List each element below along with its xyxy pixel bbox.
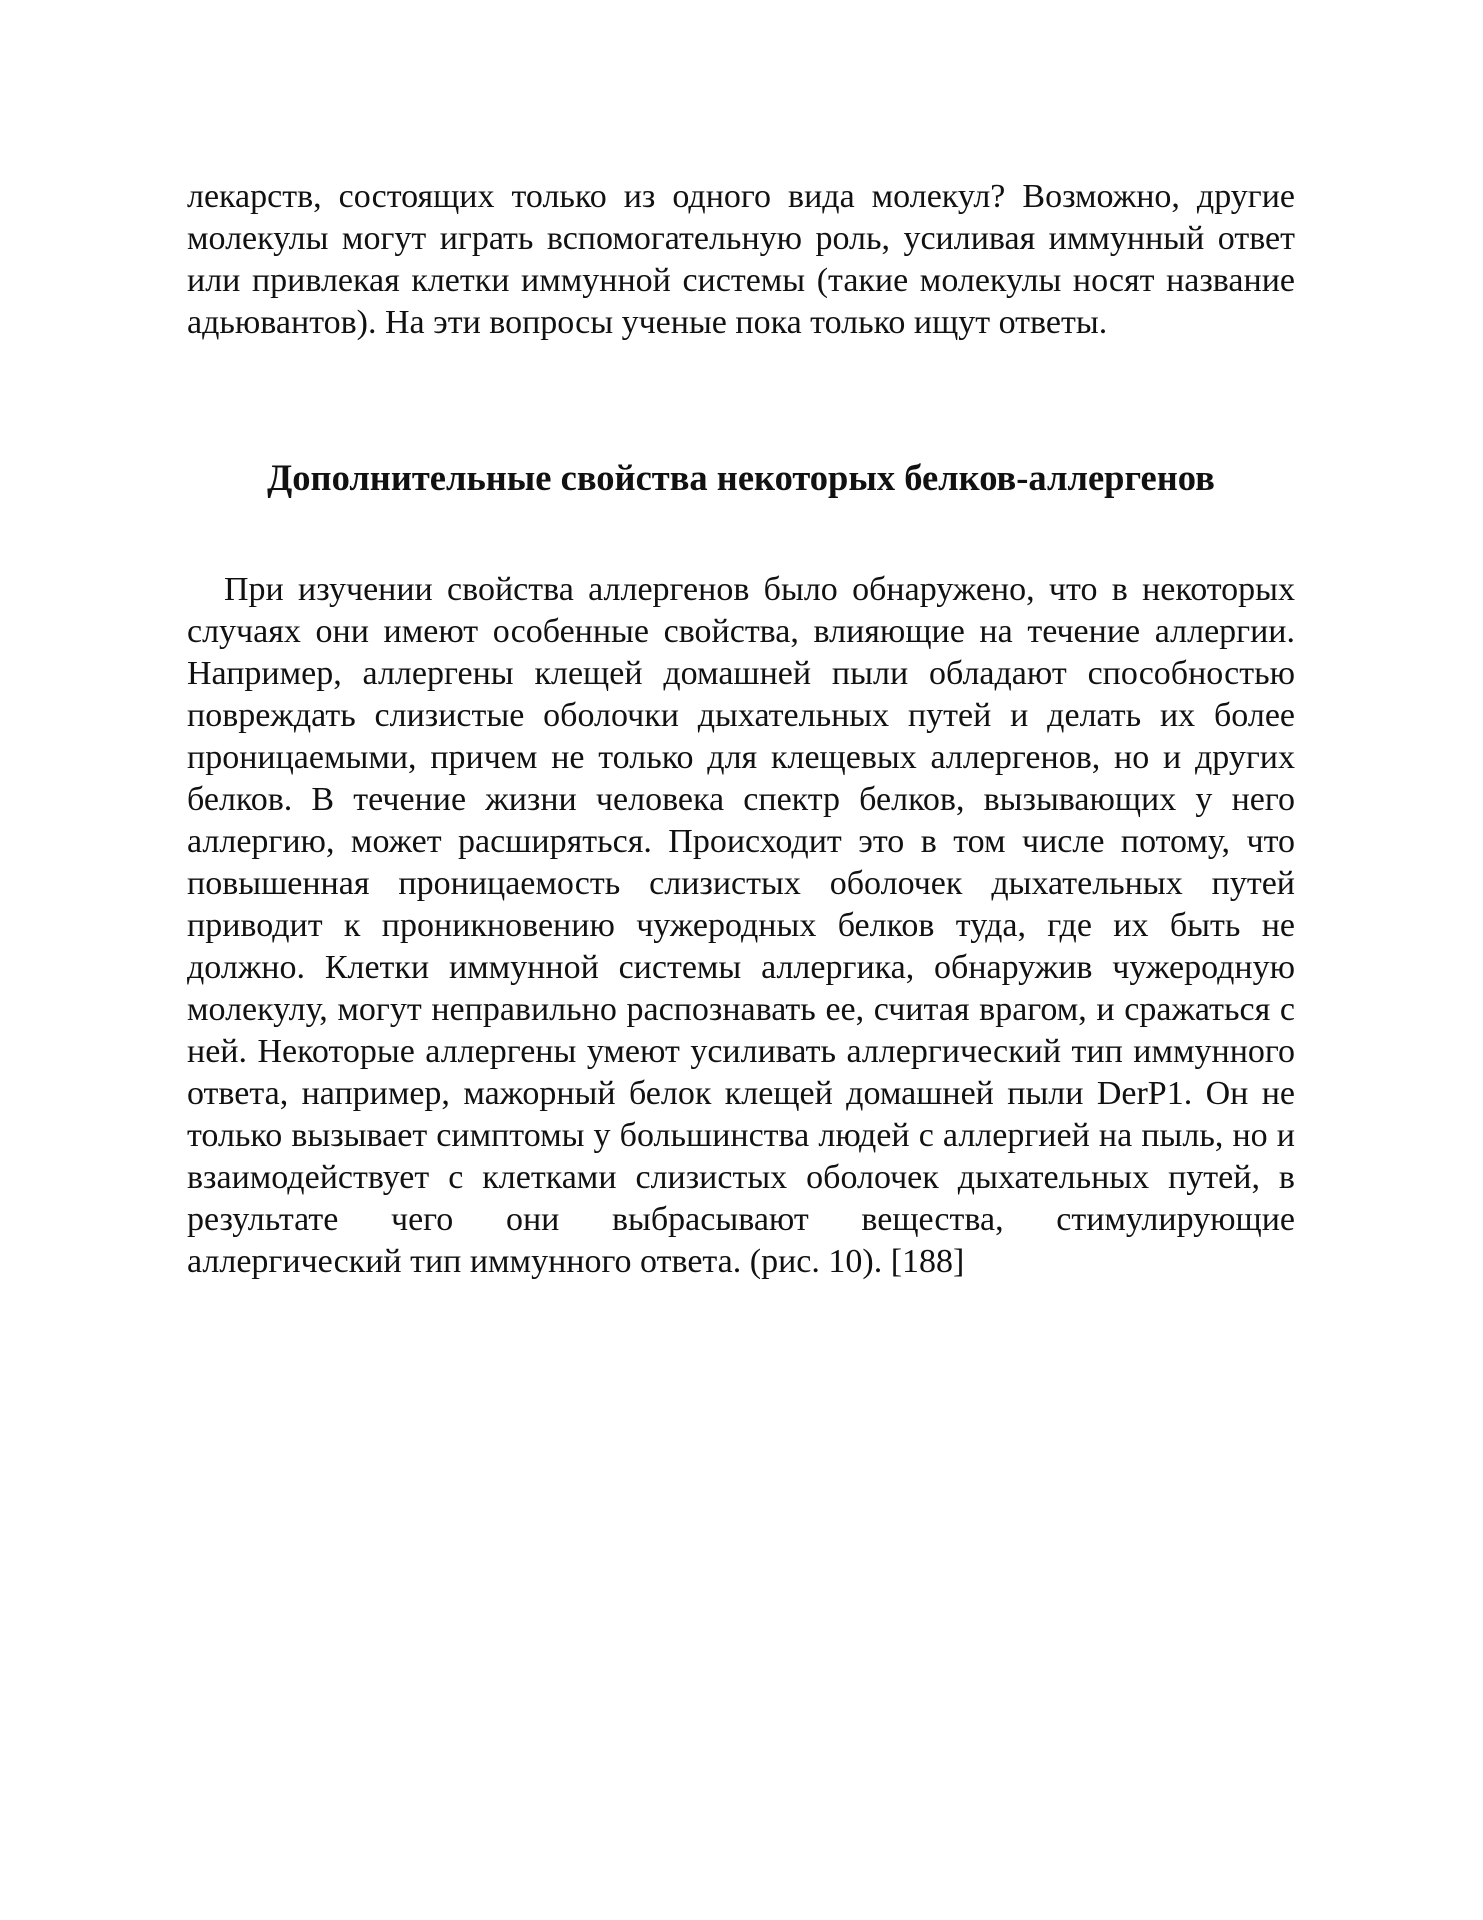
main-paragraph: При изучении свойства аллергенов было обнаружено, что в некоторых случаях они имеют особенные свойства, влияющие на течение аллергии. Например, аллергены клещей домашней пыли обладают способностью повреждать слизистые оболочки дыхательных путей и делать их более проницаемыми, причем не только для клещевых аллергенов, но и других белков. В течение жизни человека спектр белков, вызывающих у него аллергию, может расширяться. Происходит это в том числе потому, что повышенная проницаемость слизистых оболочек дыхательных путей приводит к проникновению чужеродных белков туда, где их быть не должно. Клетки иммунной системы аллергика, обнаружив чужеродную молекулу, могут неправильно распознавать ее, считая врагом, и сражаться с ней. Некоторые аллергены умеют усиливать аллергический тип иммунного ответа, например, мажорный белок клещей домашней пыли DerP1. Он не только вызывает симптомы у большинства людей с аллергией на пыль, но и взаимодействует с клетками слизистых оболочек дыхательных путей, в результате чего они выбрасывают вещества, стимулирующие аллергический тип иммунного ответа. (рис. 10). [188] <box>187 571 1295 1280</box>
intro-section <box>187 176 1295 344</box>
section-heading: Дополнительные свойства некоторых белков-аллергенов <box>267 457 1215 498</box>
main-section <box>187 569 1295 1283</box>
section-heading-wrap <box>187 454 1295 502</box>
intro-paragraph: лекарств, состоящих только из одного вида молекул? Возможно, другие молекулы могут играть вспомогательную роль, усиливая иммунный ответ или привлекая клетки иммунной системы (такие молекулы носят название адьювантов). На эти вопросы ученые пока только ищут ответы. <box>187 178 1295 341</box>
